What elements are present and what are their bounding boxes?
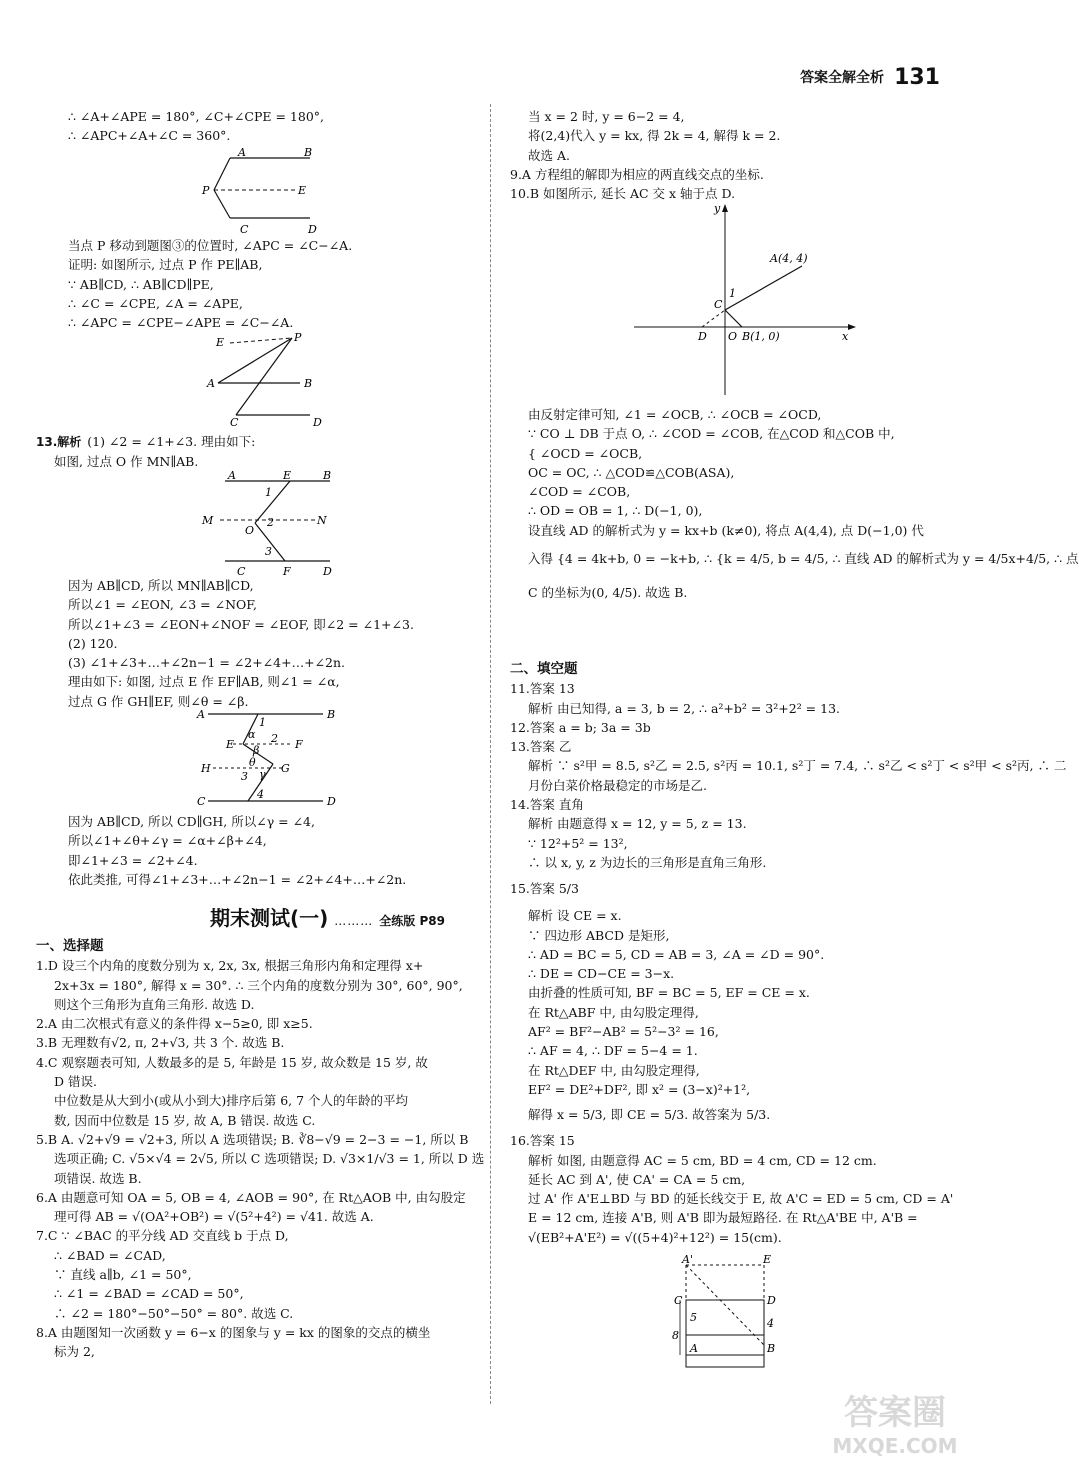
text-line: 1.D 设三个内角的度数分别为 x, 2x, 3x, 根据三角形内角和定理得 x+ [36,958,424,974]
q13-body [50,576,480,711]
text-line: 9.A 方程组的解即为相应的两直线交点的坐标. [510,166,764,182]
origin-label: O [728,330,738,343]
text-line: 理可得 AB = √(OA²+OB²) = √(5²+4²) = √41. 故选 A. [54,1209,374,1225]
text-line: EF² = DE²+DF², 即 x² = (3−x)²+1², [528,1081,751,1097]
text-line: 如图, 过点 O 作 MN∥AB. [54,454,199,470]
axis-y-label: y [714,202,721,215]
label-E: E [216,336,225,349]
label-D: D [767,1294,776,1307]
angle-2: 2 [267,516,274,529]
text-line: (2) 120. [68,635,118,651]
text-line: D 错误. [54,1074,97,1090]
label-N: N [317,514,327,527]
text-line: 解析 由已知得, a = 3, b = 2, ∴ a²+b² = 3²+2² = 13. [528,700,841,716]
text-line: 在 Rt△DEF 中, 由勾股定理得, [528,1062,700,1078]
text-line: AF² = BF²−AB² = 5²−3² = 16, [528,1024,719,1040]
figure-2 [200,333,340,428]
text-line: 16.答案 15 [510,1133,575,1149]
text-line: 4.C 观察题表可知, 人数最多的是 5, 年龄是 15 岁, 故众数是 15 岁, 故 [36,1054,428,1070]
label-H: H [201,762,211,775]
text-line: 解析 设 CE = x. [528,908,622,924]
multiple-choice [36,937,485,1362]
text-line: ∴ ∠APC+∠A+∠C = 360°. [68,128,231,144]
page-header [800,64,940,90]
text-line: 将(2,4)代入 y = kx, 得 2k = 4, 解得 k = 2. [528,128,781,144]
text-line: 8.A 由题图知一次函数 y = 6−x 的图象与 y = kx 的图象的交点的横坐 [36,1324,431,1340]
text-line: 在 Rt△ABF 中, 由勾股定理得, [528,1004,699,1020]
label-A: A [207,377,215,390]
text-line: ∴ AD = BC = 5, CD = AB = 3, ∠A = ∠D = 90°. [528,946,825,962]
text-line: 12.答案 a = b; 3a = 3b [510,719,651,735]
point-B-label: B(1, 0) [742,330,780,343]
text-line: 因为 AB∥CD, 所以 CD∥GH, 所以∠γ = ∠4, [68,814,315,829]
text-line: 过 A' 作 A'E⊥BD 与 BD 的延长线交于 E, 故 A'C = ED = 5 cm, CD = A' [528,1191,954,1207]
text-line: 6.A 由题意可知 OA = 5, OB = 4, ∠AOB = 90°, 在 Rt△AOB 中, 由勾股定 [36,1189,466,1205]
label-D: D [327,795,336,808]
label-C: C [237,565,246,578]
text-line: 由反射定律可知, ∠1 = ∠OCB, ∴ ∠OCB = ∠OCD, [528,407,822,422]
text-line: ∴ OD = OB = 1, ∴ D(−1, 0), [528,503,703,519]
label-E: E [763,1253,772,1266]
label-D: D [323,565,332,578]
text-line: 解析 如图, 由题意得 AC = 5 cm, BD = 4 cm, CD = 12 cm. [528,1152,877,1168]
text-line: ∴ 以 x, y, z 为边长的三角形是直角三角形. [528,854,767,870]
text-line: 2x+3x = 180°, 解得 x = 30°. ∴ 三个内角的度数分别为 30°, 60°, 90°, [54,977,463,993]
label-A: A [228,469,236,482]
text-line: { ∠OCD = ∠OCB, [528,445,643,461]
text-line: 故选 A. [528,147,570,163]
text-line: 11.答案 13 [510,681,575,697]
angle-2: 2 [271,732,278,745]
label-P: P [294,331,302,344]
text-line: 标为 2, [54,1344,95,1360]
text-line: 证明: 如图所示, 过点 P 作 PE∥AB, [68,257,263,273]
label-A: A [690,1342,698,1355]
point-A-label: A(4, 4) [770,252,808,265]
label-F: F [283,565,291,578]
text-line: ∴ ∠APC = ∠CPE−∠APE = ∠C−∠A. [68,315,294,331]
label-D: D [308,223,317,236]
label-A: A [238,146,246,159]
text-line: 3.B 无理数有√2, π, 2+√3, 共 3 个. 故选 B. [36,1035,285,1051]
point-D-label: D [698,330,707,343]
label-B: B [304,377,313,390]
right-top-text [510,107,960,203]
label-G: G [281,762,290,775]
text-line: 过点 G 作 GH∥EF, 则∠θ = ∠β. [68,693,249,709]
text-line: 解析 ∵ s²甲 = 8.5, s²乙 = 2.5, s²丙 = 10.1, s²丁 = 7.4, ∴ s²乙 < s²丁 < s²甲 < s²丙, ∴ 二 [528,758,1067,774]
text-line: 数, 因而中位数是 15 岁, 故 A, B 错误. 故选 C. [54,1112,316,1128]
watermark-logo: 答案圈 [844,1393,946,1433]
angle-alpha: α [248,728,256,741]
label-C: C [197,795,206,808]
text-line: ∵ CO ⊥ DB 于点 O, ∴ ∠COD = ∠COB, 在△COD 和△COB 中, [528,426,895,442]
angle-theta: θ [249,756,256,769]
label-B: B [767,1342,776,1355]
angle-3: 3 [241,770,248,783]
text-line: 所以∠1+∠θ+∠γ = ∠α+∠β+∠4, [68,833,267,849]
text-line: 设直线 AD 的解析式为 y = kx+b (k≠0), 将点 A(4,4), 点 D(−1,0) 代 [528,522,924,538]
text-line: 当点 P 移动到题图③的位置时, ∠APC = ∠C−∠A. [68,238,353,253]
text-line: OC = OC, ∴ △COD≌△COB(ASA), [528,464,735,480]
left-mid-text [50,236,480,332]
text-line: ∠COD = ∠COB, [528,484,631,500]
point-C-label: C [714,298,723,311]
title-dots: ……… [334,914,374,928]
label-O: O [245,524,255,537]
dim-4: 4 [767,1317,774,1330]
text-line: 入得 {4 = 4k+b, 0 = −k+b, ∴ {k = 4/5, b = 4/5, ∴ 直线 AD 的解析式为 y = 4/5x+4/5, ∴ 点 [528,551,1079,567]
label-B: B [327,708,336,721]
text-line: 15.答案 5/3 [510,881,579,897]
column-divider [490,104,491,1404]
text-line: ∴ DE = CD−CE = 3−x. [528,966,675,982]
text-line: ∴ ∠BAD = ∠CAD, [54,1247,166,1263]
text-line: ∴ AF = 4, ∴ DF = 5−4 = 1. [528,1043,698,1059]
text-line: 依此类推, 可得∠1+∠3+…+∠2n−1 = ∠2+∠4+…+∠2n. [68,871,407,887]
label-B: B [304,146,313,159]
watermark-url: MXQE.COM [832,1434,958,1458]
angle-4: 4 [257,788,264,801]
label-P: P [202,184,210,197]
box-figure [668,1255,788,1380]
text-line: ∴ ∠2 = 180°−50°−50° = 80°. 故选 C. [54,1305,294,1321]
label-E: E [298,184,307,197]
text-line: 则这个三角形为直角三角形. 故选 D. [54,996,255,1012]
exam-title-block [210,902,445,931]
exam-ref: 全练版 P89 [379,914,445,928]
q13-label: 13.解析 [36,435,82,449]
text-line: ∵ 直线 a∥b, ∠1 = 50°, [54,1267,192,1283]
angle-3: 3 [265,545,272,558]
section-heading-1: 一、选择题 [36,938,104,954]
label-C: C [240,223,249,236]
section-title: 答案全解全析 [800,70,885,86]
angle-1: 1 [729,287,736,300]
left-top-text [50,107,480,146]
text-line: ∴ ∠A+∠APE = 180°, ∠C+∠CPE = 180°, [68,109,324,124]
dim-8: 8 [672,1329,679,1342]
label-B: B [323,469,332,482]
label-E: E [283,469,292,482]
label-D: D [313,416,322,429]
figure-3 [195,468,345,578]
text-line: (1) ∠2 = ∠1+∠3. 理由如下: [87,434,256,449]
figure-1 [200,145,340,235]
text-line: ∴ ∠C = ∠CPE, ∠A = ∠APE, [68,295,243,311]
label-M: M [202,514,214,527]
text-line: (3) ∠1+∠3+…+∠2n−1 = ∠2+∠4+…+∠2n. [68,655,346,671]
q13-intro [36,432,476,472]
text-line: ∵ 12²+5² = 13², [528,835,628,851]
text-line: 月份白菜价格最稳定的市场是乙. [528,777,707,793]
text-line: 所以∠1 = ∠EON, ∠3 = ∠NOF, [68,597,257,613]
text-line: 选项正确; C. √5×√4 = 2√5, 所以 C 选项错误; D. √3×1/√3 = 1, 所以 D 选 [54,1151,485,1167]
text-line: 理由如下: 如图, 过点 E 作 EF∥AB, 则∠1 = ∠α, [68,674,340,690]
text-line: ∴ ∠1 = ∠BAD = ∠CAD = 50°, [54,1286,244,1302]
exam-title: 期末测试(一) [210,906,329,930]
text-line: 13.答案 乙 [510,739,572,755]
text-line: 7.C ∵ ∠BAC 的平分线 AD 交直线 b 于点 D, [36,1228,289,1244]
text-line: E = 12 cm, 连接 A'B, 则 A'B 即为最短路径. 在 Rt△A'BE 中, A'B = [528,1210,918,1226]
text-line: 5.B A. √2+√9 = √2+3, 所以 A 选项错误; B. ∛8−√9 = 2−3 = −1, 所以 B [36,1131,469,1147]
text-line: 因为 AB∥CD, 所以 MN∥AB∥CD, [68,578,254,593]
angle-1: 1 [265,486,272,499]
text-line: 解得 x = 5/3, 即 CE = 5/3. 故答案为 5/3. [528,1107,771,1123]
page-number: 131 [894,64,940,90]
fill-in-section [510,660,1067,1247]
text-line: ∵ 四边形 ABCD 是矩形, [528,927,670,943]
text-line: 当 x = 2 时, y = 6−2 = 4, [528,109,685,124]
figure-4 [193,706,343,812]
section-heading-2: 二、填空题 [510,661,578,677]
text-line: 解析 由题意得 x = 12, y = 5, z = 13. [528,816,747,832]
text-line: 2.A 由二次根式有意义的条件得 x−5≥0, 即 x≥5. [36,1016,313,1032]
q13-end [50,812,480,889]
label-A-prime: A' [682,1253,693,1266]
label-C: C [230,416,239,429]
text-line: 即∠1+∠3 = ∠2+∠4. [68,852,198,868]
text-line: 所以∠1+∠3 = ∠EON+∠NOF = ∠EOF, 即∠2 = ∠1+∠3. [68,616,414,632]
text-line: 由折叠的性质可知, BF = BC = 5, EF = CE = x. [528,985,810,1001]
text-line: 项错误. 故选 B. [54,1170,142,1186]
text-line: 10.B 如图所示, 延长 AC 交 x 轴于点 D. [510,186,736,202]
label-E: E [226,738,235,751]
angle-gamma: γ [259,768,266,781]
text-line: ∵ AB∥CD, ∴ AB∥CD∥PE, [68,276,214,292]
text-line: C 的坐标为(0, 4/5). 故选 B. [528,585,688,601]
right-mid-text [510,405,1079,608]
watermark [815,1385,975,1458]
dim-5: 5 [690,1311,697,1324]
angle-1: 1 [259,716,266,729]
text-line: 14.答案 直角 [510,797,584,813]
label-C: C [674,1294,683,1307]
label-F: F [295,738,303,751]
axis-x-label: x [842,330,849,343]
angle-beta: β [253,744,260,757]
label-A: A [197,708,205,721]
text-line: 中位数是从大到小(或从小到大)排序后第 6, 7 个人的年龄的平均 [54,1093,409,1109]
text-line: 延长 AC 到 A', 使 CA' = CA = 5 cm, [528,1171,746,1187]
text-line: √(EB²+A'E²) = √((5+4)²+12²) = 15(cm). [528,1229,782,1245]
coordinate-graph [630,200,860,400]
